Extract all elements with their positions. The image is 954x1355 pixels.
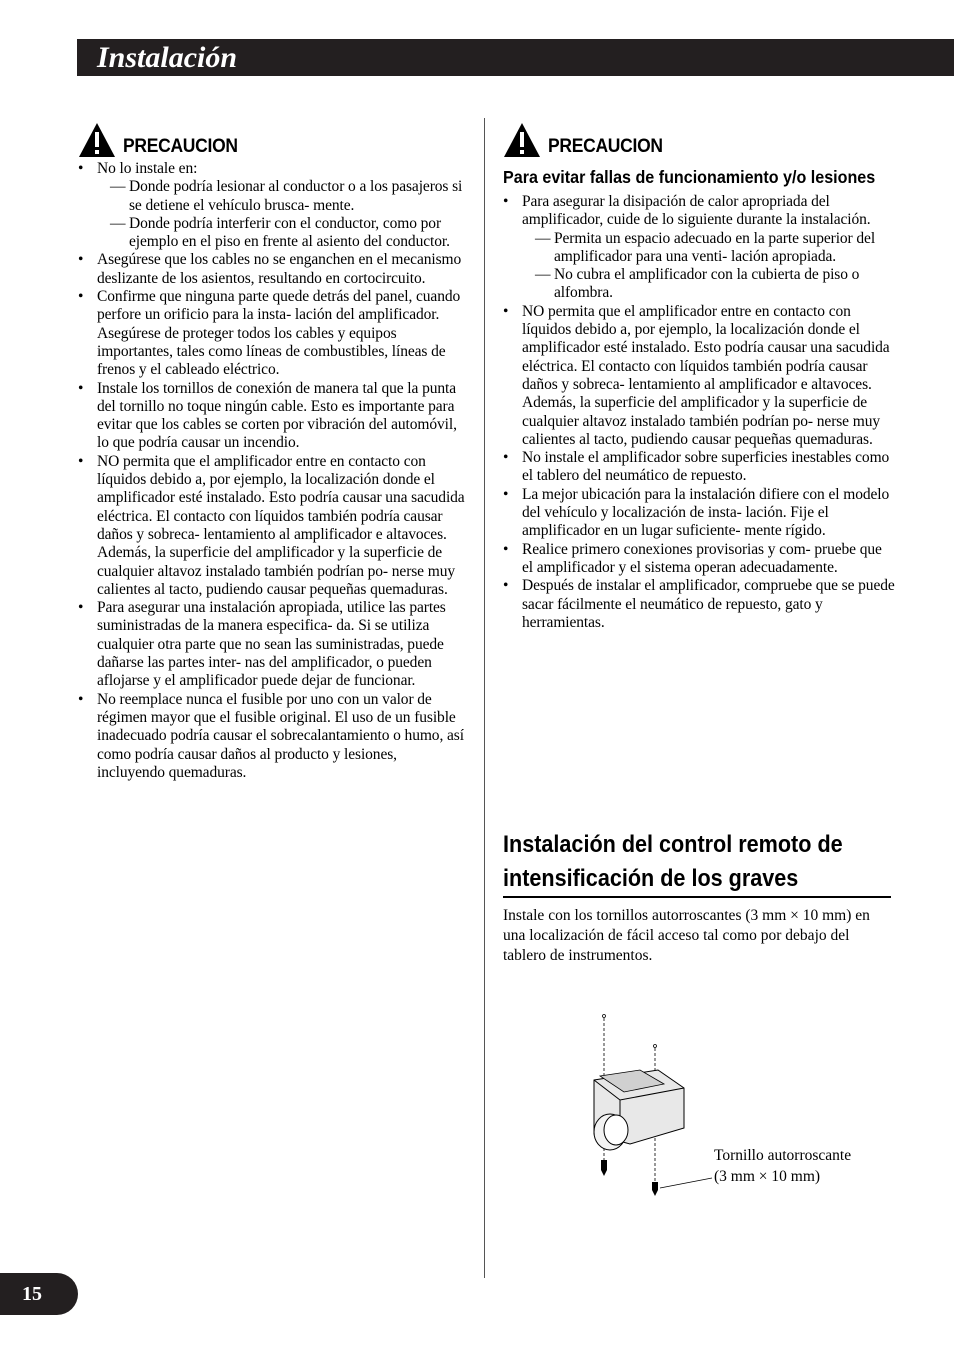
figure-caption: Tornillo autorroscante (3 mm × 10 mm) bbox=[714, 1147, 852, 1185]
caution-title: PRECAUCION bbox=[548, 136, 663, 157]
caution-list-right bbox=[503, 193, 895, 632]
caution-heading-right bbox=[503, 118, 895, 158]
caution-title: PRECAUCION bbox=[123, 136, 238, 157]
list-item: • No reemplace nunca el fusible por uno con un valor de régimen mayor que el fusible original. El uso de un fusible inadecuado podría causar el sobrecalantamiento o humo, así como podría causar daños al producto y lesiones, incluyendo quemaduras. bbox=[78, 691, 468, 782]
list-item: • NO permita que el amplificador entre en contacto con líquidos debido a, por ejemplo, la localización donde el amplificador esté instalado. Esto podría causar una sacudida eléctrica. El contacto con líquidos también podría causar daños y sobreca- lentamiento al amplificador e altavoces. Además, la superficie del amplificador y la superficie de cualquier altavoz instalado también podrían po- nerse muy calientes al tacto, pudiendo causar pequeñas quemaduras. bbox=[503, 303, 895, 449]
right-column bbox=[503, 118, 895, 632]
column-divider bbox=[484, 118, 485, 1278]
section-body: Instale con los tornillos autorroscantes (3 mm × 10 mm) en una localización de fácil acceso tal como por debajo del tablero de instrumentos. bbox=[503, 907, 870, 964]
sub-item: — Donde podría lesionar al conductor o a los pasajeros si se detiene el vehículo brusca- mente. bbox=[110, 178, 463, 214]
caution-subheading: Para evitar fallas de funcionamiento y/o lesiones bbox=[503, 167, 876, 187]
section-heading: Instalación del control remoto de intensificación de los graves bbox=[503, 828, 891, 898]
list-item: • No lo instale en: — Donde podría lesionar al conductor o a los pasajeros si se detiene el vehículo brusca- mente. — Donde podría interferir con el conductor, como por ejemplo en el piso en frente al asiento del conductor. bbox=[78, 160, 468, 251]
list-item: • Instale los tornillos de conexión de manera tal que la punta del tornillo no toque ningún cable. Esto es importante para evitar que los cables se corten por vibración del automóvil, lo que podría causar un incendio. bbox=[78, 380, 468, 453]
warning-icon bbox=[78, 122, 116, 158]
list-item: • NO permita que el amplificador entre en contacto con líquidos debido a, por ejemplo, la localización donde el amplificador esté instalado. Esto podría causar una sacudida eléctrica. El contacto con líquidos también podría causar daños y sobreca- lentamiento al amplificador e altavoces. Además, la superficie del amplificador y la superficie de cualquier altavoz instalado también podrían po- nerse muy calientes al tacto, pudiendo causar pequeñas quemaduras. bbox=[78, 453, 468, 599]
warning-icon bbox=[503, 122, 541, 158]
list-item: • La mejor ubicación para la instalación difiere con el modelo del vehículo y localización de insta- lación. Fije el amplificador en un lugar suficiente- mente rígido. bbox=[503, 486, 895, 541]
list-item: • Asegúrese que los cables no se enganchen en el mecanismo deslizante de los asientos, resultando en cortocircuito. bbox=[78, 251, 468, 288]
list-item: • No instale el amplificador sobre superficies inestables como el tablero del neumático de repuesto. bbox=[503, 449, 895, 486]
header-bar bbox=[77, 39, 954, 76]
list-item: • Para asegurar la disipación de calor apropriada del amplificador, cuide de lo siguiente durante la instalación. — Permita un espacio adecuado en la parte superior del amplificador para una venti- lación apropiada. — No cubra el amplificador con la cubierta de piso o alfombra. bbox=[503, 193, 895, 303]
list-item: • Después de instalar el amplificador, compruebe que se puede sacar fácilmente el neumático de repuesto, gato y herramientas. bbox=[503, 577, 895, 632]
page-number: 15 bbox=[22, 1283, 42, 1305]
left-column bbox=[78, 118, 468, 782]
caution-list-left bbox=[78, 160, 468, 782]
page-number-tab bbox=[0, 1273, 78, 1315]
list-item: • Confirme que ninguna parte quede detrás del panel, cuando perfore un orificio para la insta- lación del amplificador. Asegúrese de proteger todos los cables y equipos importantes, tales como líneas de combustibles, líneas de frenos y el cableado eléctrico. bbox=[78, 288, 468, 379]
sub-item: — Permita un espacio adecuado en la parte superior del amplificador para una venti- lación apropiada. bbox=[535, 229, 876, 265]
list-item: • Realice primero conexiones provisorias y com- pruebe que el amplificador y el sistema operan adecuadamente. bbox=[503, 541, 895, 578]
page-title: Instalación bbox=[97, 41, 238, 74]
sub-item: — Donde podría interferir con el conductor, como por ejemplo en el piso en frente al asiento del conductor. bbox=[110, 214, 450, 251]
caution-heading-left bbox=[78, 118, 468, 158]
sub-item: — No cubra el amplificador con la cubierta de piso o alfombra. bbox=[535, 266, 860, 302]
list-item: • Para asegurar una instalación apropiada, utilice las partes suministradas de la manera especifica- da. Si se utiliza cualquier otra parte que no sean las suministradas, puede dañarse las partes inter- nas del amplificador, o pueden aflojarse y el amplificador puede dejar de funcionar. bbox=[78, 599, 468, 690]
